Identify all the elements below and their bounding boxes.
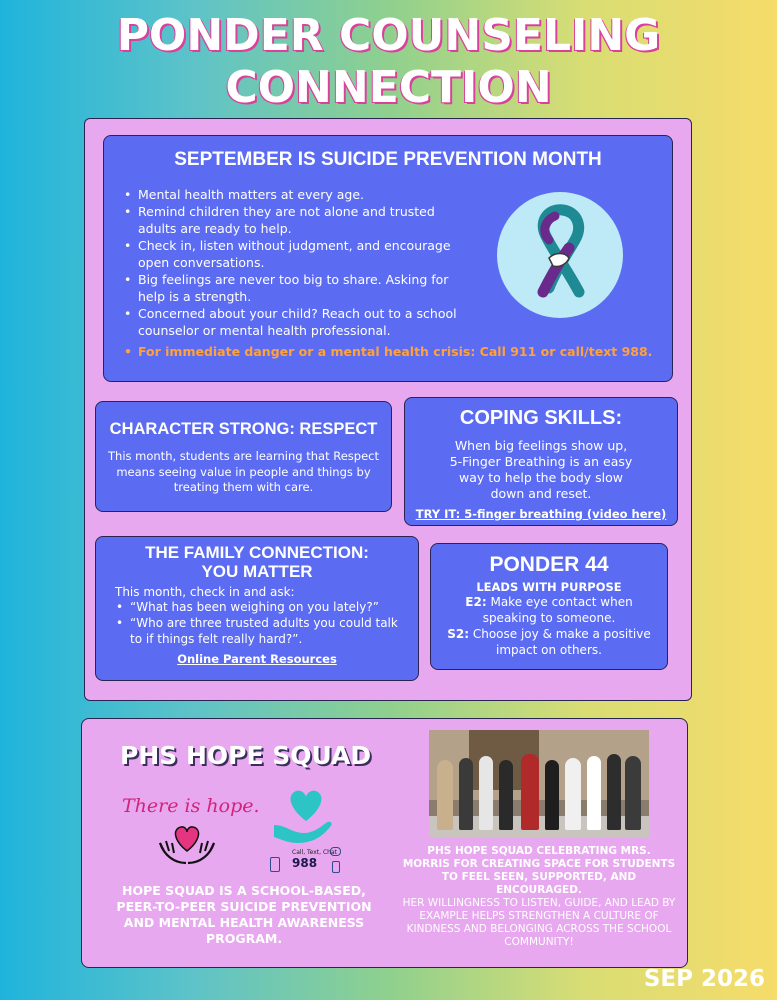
coping-skills-heading: COPING SKILLS:	[459, 407, 623, 429]
ponder44-subheading: LEADS WITH PURPOSE	[476, 580, 622, 594]
chat-bubble-icon	[330, 847, 341, 856]
heart-hands-icon	[154, 821, 220, 867]
awareness-ribbon-icon	[497, 192, 623, 318]
family-heading-line-1: THE FAMILY CONNECTION:	[145, 543, 369, 562]
suicide-prevention-list	[118, 186, 653, 360]
family-questions-list	[110, 599, 406, 647]
family-connection-intro: This month, check in and ask:	[115, 585, 295, 599]
title-line-2: CONNECTION	[225, 62, 552, 113]
hope-squad-description: HOPE SQUAD IS A SCHOOL-BASED, PEER-TO-PEER SUICIDE PREVENTION AND MENTAL HEALTH AWARENESS PROGRAM.	[116, 883, 372, 946]
person-figure	[625, 756, 641, 830]
ponder44-card	[430, 543, 668, 670]
person-figure	[499, 760, 513, 830]
hand-heart-logo-icon	[270, 785, 340, 847]
person-figure	[459, 758, 473, 830]
coping-skills-video-link[interactable]: TRY IT: 5-finger breathing (video here)	[415, 507, 667, 521]
list-item: • “What has been weighing on you lately?”	[110, 599, 406, 615]
hotline-badge	[270, 847, 348, 879]
parent-resources-link[interactable]: Online Parent Resources	[177, 652, 337, 666]
list-item: • Remind children they are not alone and trusted adults are ready to help.	[118, 203, 463, 237]
person-figure	[437, 760, 453, 830]
ponder44-s2	[445, 627, 653, 658]
e2-label: E2:	[465, 595, 487, 609]
coping-skills-card	[404, 397, 678, 526]
hope-squad-heading: PHS HOPE SQUAD	[120, 741, 372, 770]
list-item: • Concerned about your child? Reach out to a school counselor or mental health professional.	[118, 305, 463, 339]
person-figure	[479, 756, 493, 830]
character-strong-body: This month, students are learning that Respect means seeing value in people and things by treating them with care.	[108, 449, 379, 494]
character-strong-card	[95, 401, 392, 512]
family-connection-heading	[96, 543, 418, 581]
suicide-prevention-card	[103, 135, 673, 382]
ponder44-e2	[445, 595, 653, 626]
there-is-hope-tagline: There is hope.	[122, 795, 260, 817]
ribbon-circle	[497, 192, 623, 318]
person-figure	[587, 756, 601, 830]
hope-squad-panel	[81, 718, 688, 968]
ponder44-heading: PONDER 44	[489, 553, 609, 576]
crisis-line-text: For immediate danger or a mental health crisis: Call 911 or call/text 988.	[138, 344, 653, 359]
list-item: • “Who are three trusted adults you could talk to if things felt really hard?”.	[110, 615, 406, 647]
s2-label: S2:	[447, 627, 470, 641]
person-figure	[521, 754, 539, 830]
character-strong-heading: CHARACTER STRONG: RESPECT	[109, 420, 378, 438]
phone-icon	[270, 857, 280, 872]
person-figure	[607, 754, 621, 830]
hotline-number: 988	[292, 856, 318, 870]
title-line-1: PONDER COUNSELING	[116, 10, 661, 61]
list-item: • Check in, listen without judgment, and encourage open conversations.	[118, 237, 463, 271]
list-item: • Big feelings are never too big to share. Asking for help is a strength.	[118, 271, 463, 305]
page-title	[0, 10, 777, 114]
photo-caption-bold: PHS HOPE SQUAD CELEBRATING MRS. MORRIS FOR CREATING SPACE FOR STUDENTS TO FEEL SEEN, SUPPORTED, AND ENCOURAGED.	[402, 845, 676, 896]
photo-caption-light: HER WILLINGNESS TO LISTEN, GUIDE, AND LEAD BY EXAMPLE HELPS STRENGTHEN A CULTURE OF KINDNESS AND BELONGING ACROSS THE SCHOOL COMMUNITY!	[402, 897, 676, 948]
s2-text: Choose joy & make a positive impact on others.	[472, 627, 651, 657]
hope-squad-photo	[429, 730, 649, 837]
photo-caption	[402, 845, 676, 949]
family-connection-card	[95, 536, 419, 681]
person-figure	[545, 760, 559, 830]
hotline-small-text: Call, Text, Chat	[292, 849, 337, 856]
family-heading-line-2: YOU MATTER	[201, 562, 313, 581]
person-figure	[565, 758, 581, 830]
mobile-icon	[332, 861, 340, 873]
issue-date: SEP 2026	[643, 966, 765, 992]
crisis-line	[118, 343, 658, 360]
e2-text: Make eye contact when speaking to someone.	[482, 595, 633, 625]
coping-skills-body: When big feelings show up, 5-Finger Breathing is an easy way to help the body slow down and reset.	[449, 438, 633, 501]
suicide-prevention-heading: SEPTEMBER IS SUICIDE PREVENTION MONTH	[174, 149, 602, 170]
list-item: • Mental health matters at every age.	[118, 186, 463, 203]
